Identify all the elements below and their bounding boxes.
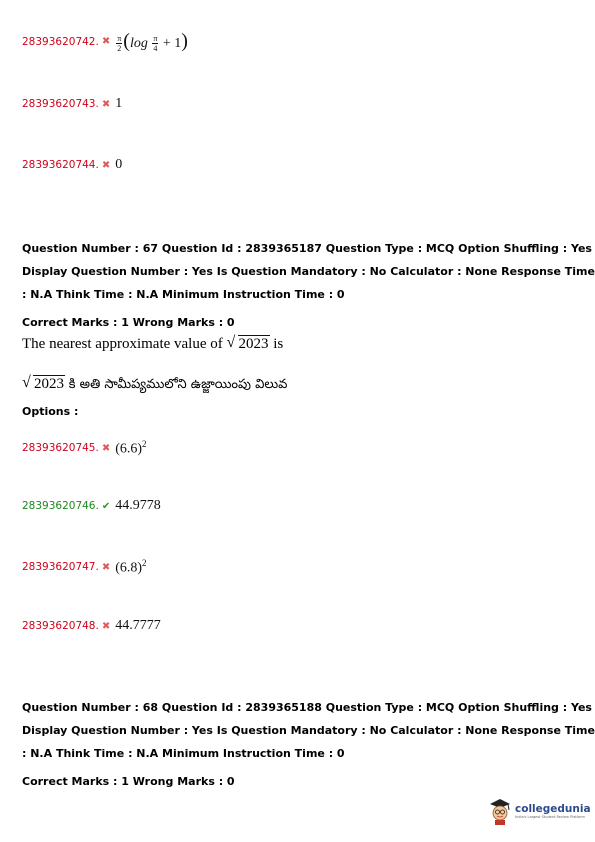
option-value: 0 — [115, 157, 123, 172]
option-value: $\frac{\pi}{2}$ (log $\frac{\pi}{4}$ + 1) — [117, 30, 188, 54]
option-row — [22, 558, 147, 577]
option-row — [22, 439, 147, 458]
check-icon: ✔ — [101, 500, 111, 512]
option-id: 28393620744. — [22, 159, 99, 171]
option-row — [22, 498, 161, 514]
option-row — [22, 157, 122, 173]
mascot-icon — [488, 796, 512, 826]
option-row — [22, 96, 122, 112]
option-value: 44.7777 — [115, 618, 161, 633]
option-value: 1 — [115, 96, 123, 111]
option-id: 28393620742. — [22, 35, 99, 48]
cross-icon: ✖ — [101, 36, 111, 48]
question-marks: Correct Marks : 1 Wrong Marks : 0 — [22, 775, 235, 788]
option-value: $(6.8)^2$ — [115, 558, 147, 576]
option-row — [22, 618, 161, 634]
question-meta: Question Number : 67 Question Id : 2839365187 Question Type : MCQ Option Shuffling : Yes Display Question Number : Yes Is Question Mandatory : No Calculator : None Response Time : N.A Think Time : N.A Minimum Instruction Time : 0 — [22, 242, 595, 301]
cross-icon: ✖ — [101, 561, 111, 573]
brand-name: collegedunia — [515, 803, 591, 815]
option-value: 44.9778 — [115, 498, 161, 513]
option-id: 28393620746. — [22, 500, 99, 512]
question-meta: Question Number : 68 Question Id : 2839365188 Question Type : MCQ Option Shuffling : Yes Display Question Number : Yes Is Question Mandatory : No Calculator : None Response Time : N.A Think Time : N.A Minimum Instruction Time : 0 — [22, 701, 595, 760]
collegedunia-logo — [488, 796, 591, 826]
cross-icon: ✖ — [101, 159, 111, 171]
cross-icon: ✖ — [101, 98, 111, 110]
cross-icon: ✖ — [101, 442, 111, 454]
option-id: 28393620743. — [22, 98, 99, 110]
option-id: 28393620747. — [22, 561, 99, 574]
option-id: 28393620748. — [22, 620, 99, 632]
option-id: 28393620745. — [22, 442, 99, 455]
cross-icon: ✖ — [101, 620, 111, 632]
sqrt-expression: √ 2023 — [226, 334, 269, 352]
question-text-english: The nearest approximate value of √ 2023 is — [22, 334, 284, 352]
brand-tagline: India's Largest Student Review Platform — [515, 815, 585, 819]
question-marks: Correct Marks : 1 Wrong Marks : 0 — [22, 316, 235, 329]
question-text-telugu: √ 2023 కి అతి సామీప్యములోని ఉజ్జాయింపు విలువ — [22, 374, 288, 392]
options-label: Options : — [22, 405, 79, 418]
option-row — [22, 30, 188, 53]
option-value: $(6.6)^2$ — [115, 439, 147, 457]
